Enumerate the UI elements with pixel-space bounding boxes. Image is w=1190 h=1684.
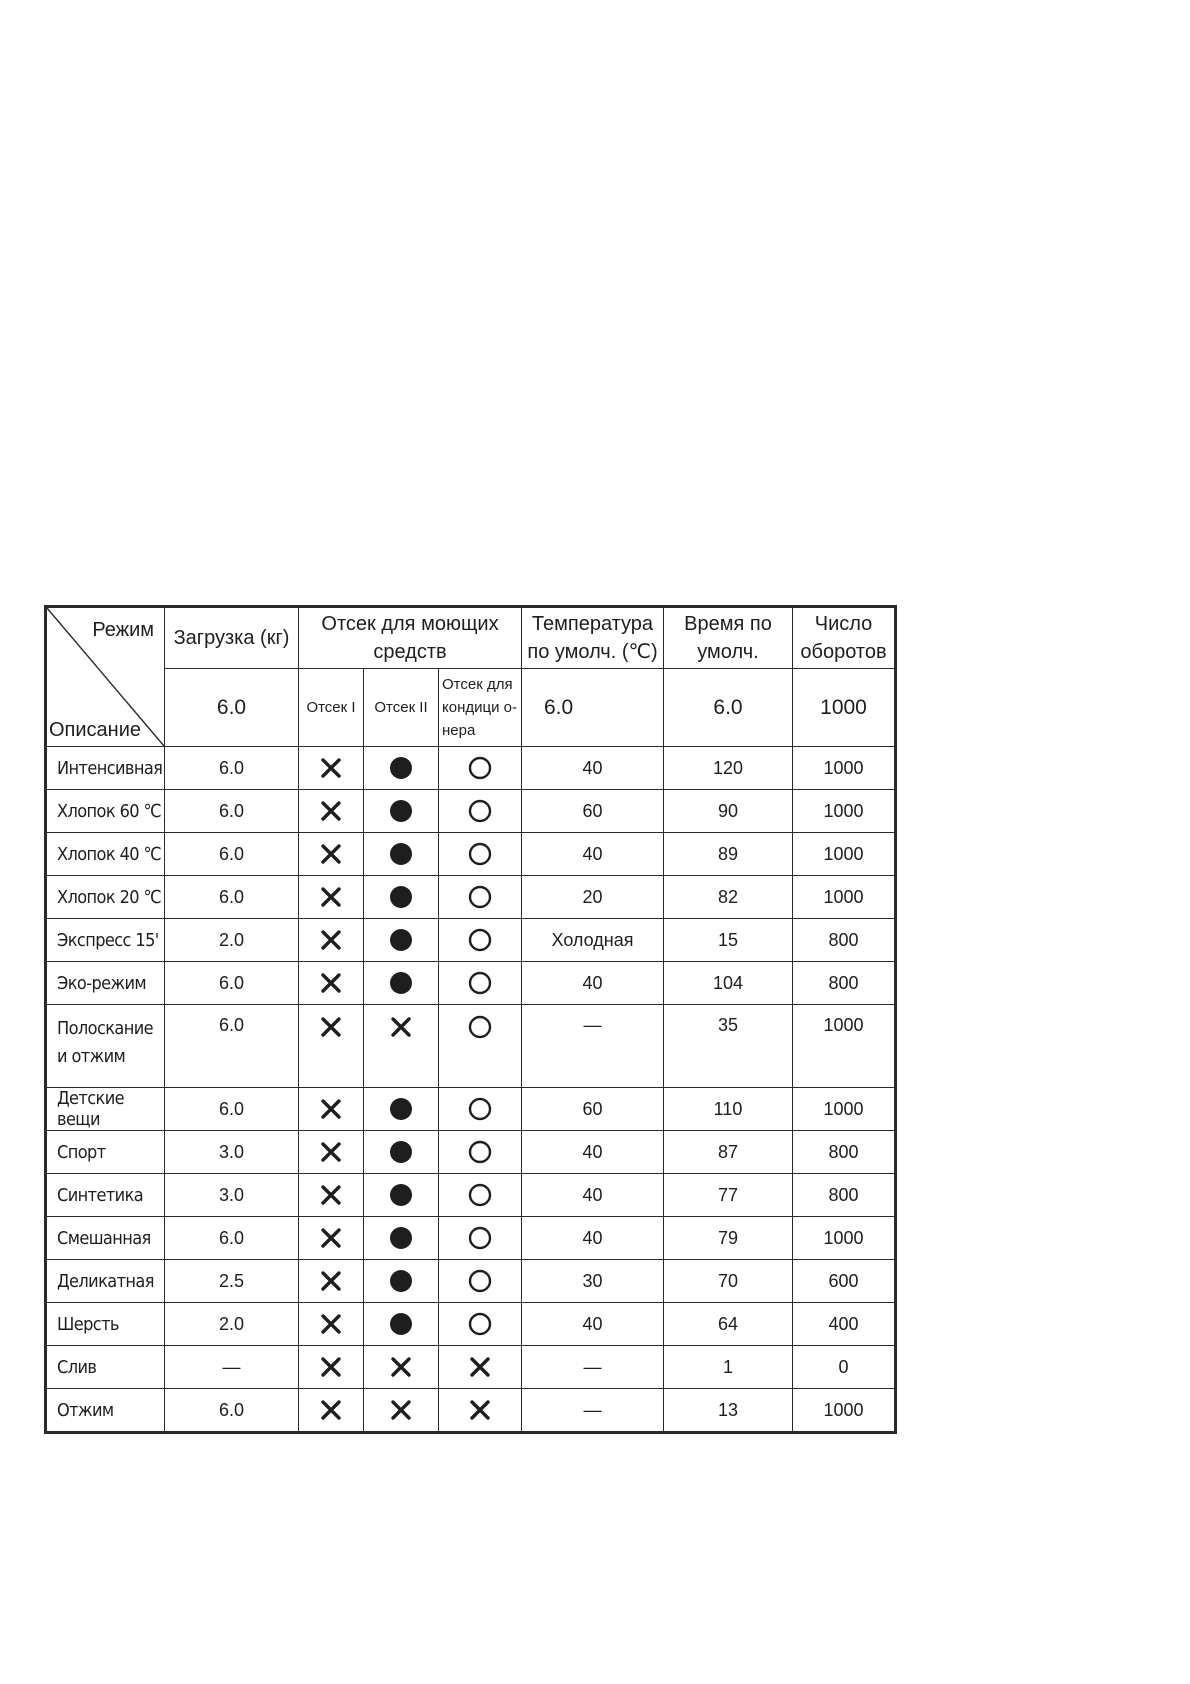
compartment-cell <box>299 1303 364 1346</box>
program-name: Эко-режим <box>46 962 165 1005</box>
temp-value: 30 <box>522 1260 664 1303</box>
time-value: 1 <box>664 1346 793 1389</box>
compartment-cell <box>299 962 364 1005</box>
table-row <box>46 1389 896 1433</box>
subheader-time-value: 6.0 <box>664 669 793 747</box>
compartment-cell <box>439 1389 522 1433</box>
time-value: 64 <box>664 1303 793 1346</box>
filled-circle-icon <box>389 886 413 906</box>
compartment-cell <box>299 790 364 833</box>
table-row <box>46 1217 896 1260</box>
compartment-cell <box>364 790 439 833</box>
temp-value: 40 <box>522 1174 664 1217</box>
compartment-cell <box>439 919 522 962</box>
open-circle-icon <box>468 1016 492 1036</box>
program-name: Синтетика <box>46 1174 165 1217</box>
table-row <box>46 747 896 790</box>
compartment-cell <box>439 1217 522 1260</box>
program-name: Отжим <box>46 1389 165 1433</box>
rpm-value: 800 <box>793 1131 896 1174</box>
cross-icon <box>319 843 343 863</box>
header-load: Загрузка (кг) <box>165 607 299 669</box>
compartment-cell <box>439 1174 522 1217</box>
open-circle-icon <box>468 1227 492 1247</box>
cross-icon <box>319 1184 343 1204</box>
temp-value: 40 <box>522 833 664 876</box>
program-table-wrapper <box>44 605 894 1434</box>
program-name: Детские вещи <box>46 1088 165 1131</box>
subheader-row <box>46 669 896 747</box>
temp-value: — <box>522 1389 664 1433</box>
compartment-cell <box>299 1217 364 1260</box>
cross-icon <box>319 1016 343 1036</box>
time-value: 35 <box>664 1005 793 1088</box>
compartment-cell <box>364 1389 439 1433</box>
program-name-line2: и отжим <box>57 1046 126 1067</box>
table-row <box>46 962 896 1005</box>
cross-icon <box>319 1098 343 1118</box>
load-value: 6.0 <box>165 1389 299 1433</box>
temp-value: 40 <box>522 747 664 790</box>
filled-circle-icon <box>389 843 413 863</box>
cross-icon <box>468 1356 492 1376</box>
rpm-value: 1000 <box>793 1088 896 1131</box>
open-circle-icon <box>468 1141 492 1161</box>
compartment-cell <box>299 833 364 876</box>
time-value: 15 <box>664 919 793 962</box>
temp-value: 40 <box>522 1217 664 1260</box>
open-circle-icon <box>468 843 492 863</box>
subheader-compartment-1: Отсек I <box>299 669 364 747</box>
header-rpm: Число оборотов <box>793 607 896 669</box>
compartment-cell <box>439 1131 522 1174</box>
load-value: 6.0 <box>165 1088 299 1131</box>
program-name: Смешанная <box>46 1217 165 1260</box>
temp-value: Холодная <box>522 919 664 962</box>
rpm-value: 800 <box>793 1174 896 1217</box>
cross-icon <box>319 972 343 992</box>
table-row <box>46 1260 896 1303</box>
load-value: 6.0 <box>165 790 299 833</box>
load-value: 3.0 <box>165 1174 299 1217</box>
compartment-cell <box>364 1346 439 1389</box>
rpm-value: 800 <box>793 919 896 962</box>
time-value: 87 <box>664 1131 793 1174</box>
subheader-load-value: 6.0 <box>165 669 299 747</box>
table-row <box>46 1005 896 1088</box>
filled-circle-icon <box>389 800 413 820</box>
compartment-cell <box>299 1389 364 1433</box>
table-row <box>46 790 896 833</box>
cross-icon <box>319 886 343 906</box>
cross-icon <box>389 1399 413 1419</box>
rpm-value: 1000 <box>793 833 896 876</box>
compartment-cell <box>299 1260 364 1303</box>
cross-icon <box>389 1016 413 1036</box>
cross-icon <box>468 1399 492 1419</box>
subheader-temp-value: 6.0 <box>522 669 664 747</box>
rpm-value: 0 <box>793 1346 896 1389</box>
cross-icon <box>319 1313 343 1333</box>
rpm-value: 800 <box>793 962 896 1005</box>
cross-icon <box>319 929 343 949</box>
compartment-cell <box>299 747 364 790</box>
subheader-compartment-2: Отсек II <box>364 669 439 747</box>
header-temp: Температура по умолч. (℃) <box>522 607 664 669</box>
program-name: Слив <box>46 1346 165 1389</box>
header-row <box>46 607 896 669</box>
program-name: Хлопок 20 ℃ <box>46 876 165 919</box>
compartment-cell <box>439 1088 522 1131</box>
compartment-cell <box>439 962 522 1005</box>
time-value: 77 <box>664 1174 793 1217</box>
open-circle-icon <box>468 1270 492 1290</box>
load-value: 3.0 <box>165 1131 299 1174</box>
compartment-cell <box>364 1088 439 1131</box>
filled-circle-icon <box>389 1227 413 1247</box>
program-name: Хлопок 40 ℃ <box>46 833 165 876</box>
table-row <box>46 1303 896 1346</box>
compartment-cell <box>439 833 522 876</box>
filled-circle-icon <box>389 757 413 777</box>
time-value: 79 <box>664 1217 793 1260</box>
cross-icon <box>389 1356 413 1376</box>
header-mode-label: Режим <box>92 619 154 641</box>
filled-circle-icon <box>389 972 413 992</box>
load-value: 2.0 <box>165 919 299 962</box>
program-name-line1: Полоскание <box>57 1018 154 1039</box>
rpm-value: 400 <box>793 1303 896 1346</box>
time-value: 104 <box>664 962 793 1005</box>
open-circle-icon <box>468 972 492 992</box>
open-circle-icon <box>468 800 492 820</box>
cross-icon <box>319 757 343 777</box>
program-name <box>46 1005 165 1088</box>
temp-value: 40 <box>522 1303 664 1346</box>
table-row <box>46 1346 896 1389</box>
temp-value: 40 <box>522 962 664 1005</box>
program-name: Деликатная <box>46 1260 165 1303</box>
compartment-cell <box>364 962 439 1005</box>
compartment-cell <box>299 876 364 919</box>
load-value: 6.0 <box>165 962 299 1005</box>
program-rows <box>46 747 896 1433</box>
filled-circle-icon <box>389 929 413 949</box>
filled-circle-icon <box>389 1313 413 1333</box>
compartment-cell <box>299 1346 364 1389</box>
load-value: 6.0 <box>165 833 299 876</box>
load-value: — <box>165 1346 299 1389</box>
filled-circle-icon <box>389 1141 413 1161</box>
table-row <box>46 1131 896 1174</box>
cross-icon <box>319 800 343 820</box>
table-row <box>46 876 896 919</box>
time-value: 90 <box>664 790 793 833</box>
compartment-cell <box>299 1131 364 1174</box>
cross-icon <box>319 1399 343 1419</box>
rpm-value: 1000 <box>793 1217 896 1260</box>
filled-circle-icon <box>389 1184 413 1204</box>
compartment-cell <box>364 1217 439 1260</box>
cross-icon <box>319 1141 343 1161</box>
program-name: Хлопок 60 ℃ <box>46 790 165 833</box>
compartment-cell <box>439 1346 522 1389</box>
rpm-value: 1000 <box>793 747 896 790</box>
table-row <box>46 1088 896 1131</box>
open-circle-icon <box>468 1098 492 1118</box>
compartment-cell <box>364 1303 439 1346</box>
compartment-cell <box>299 1088 364 1131</box>
program-name: Спорт <box>46 1131 165 1174</box>
compartment-cell <box>439 747 522 790</box>
header-time: Время по умолч. <box>664 607 793 669</box>
time-value: 70 <box>664 1260 793 1303</box>
compartment-cell <box>439 1260 522 1303</box>
time-value: 89 <box>664 833 793 876</box>
load-value: 2.0 <box>165 1303 299 1346</box>
header-description-label: Описание <box>49 719 142 741</box>
compartment-cell <box>299 1174 364 1217</box>
compartment-cell <box>364 1174 439 1217</box>
temp-value: 60 <box>522 1088 664 1131</box>
temp-value: 20 <box>522 876 664 919</box>
program-name: Шерсть <box>46 1303 165 1346</box>
cross-icon <box>319 1227 343 1247</box>
program-table <box>44 605 897 1434</box>
rpm-value: 600 <box>793 1260 896 1303</box>
header-detergent: Отсек для моющих средств <box>299 607 522 669</box>
table-row <box>46 919 896 962</box>
open-circle-icon <box>468 1313 492 1333</box>
program-name: Интенсивная <box>46 747 165 790</box>
compartment-cell <box>439 790 522 833</box>
time-value: 120 <box>664 747 793 790</box>
time-value: 13 <box>664 1389 793 1433</box>
rpm-value: 1000 <box>793 876 896 919</box>
compartment-cell <box>364 1131 439 1174</box>
load-value: 6.0 <box>165 876 299 919</box>
open-circle-icon <box>468 1184 492 1204</box>
rpm-value: 1000 <box>793 790 896 833</box>
compartment-cell <box>364 919 439 962</box>
compartment-cell <box>439 876 522 919</box>
compartment-cell <box>439 1005 522 1088</box>
filled-circle-icon <box>389 1098 413 1118</box>
open-circle-icon <box>468 757 492 777</box>
load-value: 6.0 <box>165 747 299 790</box>
rpm-value: 1000 <box>793 1389 896 1433</box>
compartment-cell <box>299 919 364 962</box>
compartment-cell <box>364 876 439 919</box>
temp-value: — <box>522 1346 664 1389</box>
compartment-cell <box>364 833 439 876</box>
load-value: 6.0 <box>165 1005 299 1088</box>
time-value: 82 <box>664 876 793 919</box>
temp-value: — <box>522 1005 664 1088</box>
open-circle-icon <box>468 929 492 949</box>
load-value: 6.0 <box>165 1217 299 1260</box>
compartment-cell <box>364 1005 439 1088</box>
rpm-value: 1000 <box>793 1005 896 1088</box>
compartment-cell <box>364 1260 439 1303</box>
subheader-compartment-softener: Отсек для кондици о-нера <box>439 669 522 747</box>
cross-icon <box>319 1270 343 1290</box>
time-value: 110 <box>664 1088 793 1131</box>
table-row <box>46 1174 896 1217</box>
temp-value: 40 <box>522 1131 664 1174</box>
open-circle-icon <box>468 886 492 906</box>
subheader-rpm-value: 1000 <box>793 669 896 747</box>
cross-icon <box>319 1356 343 1376</box>
compartment-cell <box>439 1303 522 1346</box>
temp-value: 60 <box>522 790 664 833</box>
header-corner <box>46 607 165 747</box>
program-name: Экспресс 15' <box>46 919 165 962</box>
compartment-cell <box>299 1005 364 1088</box>
table-row <box>46 833 896 876</box>
filled-circle-icon <box>389 1270 413 1290</box>
compartment-cell <box>364 747 439 790</box>
load-value: 2.5 <box>165 1260 299 1303</box>
